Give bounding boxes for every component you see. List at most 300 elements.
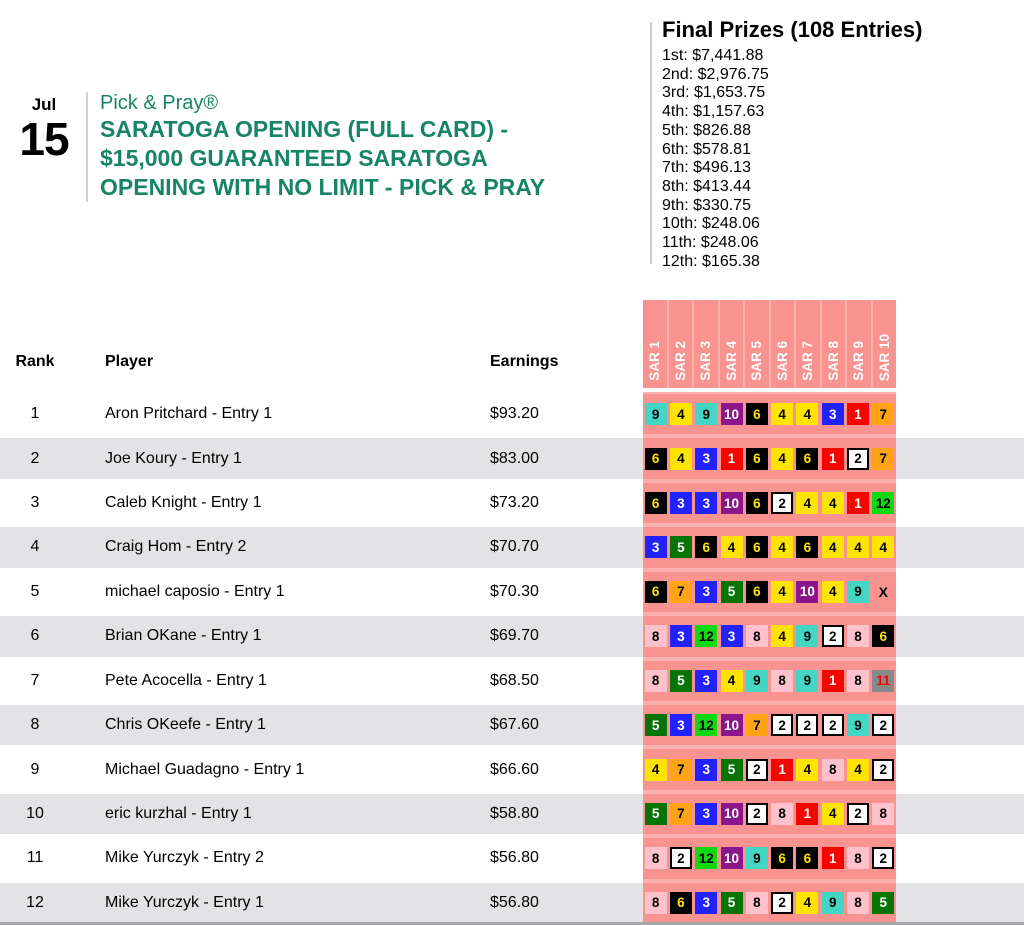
pick-slot: [845, 881, 870, 925]
race-column-label: SAR 8: [825, 341, 841, 381]
race-column-label: SAR 3: [698, 341, 714, 381]
pick-slot: [820, 659, 845, 703]
picks-row: [643, 614, 896, 658]
pick-slot: [643, 481, 668, 525]
prize-line: 3rd: $1,653.75: [662, 84, 766, 102]
player-cell: Pete Acocella - Entry 1: [105, 671, 267, 689]
pick-slot: [845, 703, 870, 747]
pick-cell: 4: [771, 448, 793, 470]
player-cell: Aron Pritchard - Entry 1: [105, 405, 273, 423]
pick-slot: [871, 570, 896, 614]
table-row: [0, 659, 1024, 703]
race-column-header-3: [694, 300, 720, 388]
table-row: [0, 614, 1024, 658]
pick-cell: 4: [872, 536, 894, 558]
event-title-line: OPENING WITH NO LIMIT - PICK & PRAY: [100, 174, 546, 200]
pick-slot: [668, 392, 693, 436]
race-column-label: SAR 6: [774, 341, 790, 381]
pick-slot: [694, 481, 719, 525]
picks-row: [643, 836, 896, 880]
picks-row: [643, 525, 896, 569]
race-column-header-7: [796, 300, 822, 388]
pick-cell: 2: [872, 759, 894, 781]
pick-cell: 8: [847, 670, 869, 692]
pick-cell: 9: [822, 892, 844, 914]
pick-cell: 4: [847, 759, 869, 781]
pick-cell: 2: [746, 803, 768, 825]
rank-cell: 7: [30, 671, 40, 689]
pick-cell: 8: [771, 670, 793, 692]
pick-cell: 4: [771, 625, 793, 647]
final-prizes-list: [662, 47, 1017, 271]
pick-cell: 2: [746, 759, 768, 781]
pick-cell: 4: [721, 536, 743, 558]
pick-slot: [744, 570, 769, 614]
prize-line: 4th: $1,157.63: [662, 103, 765, 121]
earnings-cell: $66.60: [490, 760, 539, 778]
race-column-label: SAR 5: [749, 341, 765, 381]
pick-slot: [643, 614, 668, 658]
pick-cell: 5: [670, 670, 692, 692]
pick-cell: 3: [670, 625, 692, 647]
pick-slot: [871, 836, 896, 880]
event-title: [100, 115, 645, 202]
earnings-cell: $70.70: [490, 538, 539, 556]
pick-cell: 6: [796, 448, 818, 470]
pick-cell: 1: [822, 448, 844, 470]
pick-cell: 9: [695, 403, 717, 425]
pick-slot: [719, 836, 744, 880]
pick-slot: [795, 836, 820, 880]
pick-cell: 7: [670, 759, 692, 781]
pick-slot: [845, 570, 870, 614]
player-cell: Michael Guadagno - Entry 1: [105, 760, 305, 778]
pick-cell: 11: [872, 670, 894, 692]
pick-slot: [871, 659, 896, 703]
pick-slot: [871, 392, 896, 436]
pick-slot: [668, 570, 693, 614]
player-cell: michael caposio - Entry 1: [105, 582, 285, 600]
pick-cell: 4: [670, 448, 692, 470]
earnings-cell: $83.00: [490, 449, 539, 467]
pick-slot: [668, 436, 693, 480]
race-column-header-5: [745, 300, 771, 388]
pick-slot: [769, 659, 794, 703]
pick-slot: [694, 792, 719, 836]
pick-cell: 10: [721, 492, 743, 514]
pick-slot: [643, 436, 668, 480]
pick-slot: [795, 392, 820, 436]
pick-cell: 2: [847, 803, 869, 825]
pick-cell: 4: [796, 492, 818, 514]
event-title-line: SARATOGA OPENING (FULL CARD) -: [100, 116, 509, 142]
pick-slot: [719, 436, 744, 480]
pick-cell: 12: [695, 714, 717, 736]
pick-cell: 5: [645, 803, 667, 825]
pick-cell: 4: [796, 759, 818, 781]
player-column-header: Player: [105, 353, 154, 370]
pick-slot: [845, 481, 870, 525]
pick-slot: [694, 614, 719, 658]
race-column-label: SAR 10: [876, 333, 892, 381]
event-date-day: 15: [19, 113, 69, 165]
pick-cell: 6: [695, 536, 717, 558]
race-column-label: SAR 2: [672, 341, 688, 381]
pick-slot: [871, 792, 896, 836]
prize-line: 11th: $248.06: [662, 234, 759, 252]
pick-cell: 2: [771, 492, 793, 514]
pick-slot: [820, 881, 845, 925]
pick-slot: [719, 481, 744, 525]
pick-cell: 7: [872, 403, 894, 425]
pick-slot: [694, 881, 719, 925]
pick-slot: [668, 881, 693, 925]
pick-cell: 8: [645, 625, 667, 647]
prize-line: 9th: $330.75: [662, 196, 751, 214]
earnings-column-header: Earnings: [490, 353, 559, 370]
race-column-label: SAR 4: [723, 341, 739, 381]
pick-slot: [845, 614, 870, 658]
pick-slot: [668, 703, 693, 747]
pick-slot: [820, 747, 845, 791]
pick-slot: [643, 792, 668, 836]
pick-slot: [820, 614, 845, 658]
pick-cell: 10: [721, 847, 743, 869]
rank-cell: 2: [30, 449, 40, 467]
pick-cell: 3: [695, 492, 717, 514]
pick-cell: 7: [746, 714, 768, 736]
prize-line: 12th: $165.38: [662, 252, 760, 270]
table-row: [0, 525, 1024, 569]
pick-cell: 10: [721, 803, 743, 825]
pick-slot: [769, 392, 794, 436]
pick-slot: [820, 792, 845, 836]
earnings-cell: $56.80: [490, 849, 539, 867]
table-row: [0, 392, 1024, 436]
pick-cell: 9: [847, 581, 869, 603]
pick-slot: [643, 570, 668, 614]
pick-cell: 2: [771, 714, 793, 736]
pick-slot: [795, 436, 820, 480]
pick-cell: 8: [746, 892, 768, 914]
pick-cell: 3: [670, 714, 692, 736]
pick-cell: 2: [822, 714, 844, 736]
pick-slot: [719, 659, 744, 703]
pick-cell: 3: [695, 892, 717, 914]
pick-slot: [694, 570, 719, 614]
pick-slot: [820, 836, 845, 880]
picks-row: [643, 747, 896, 791]
table-row: [0, 436, 1024, 480]
pick-slot: [668, 747, 693, 791]
pick-cell: 6: [645, 448, 667, 470]
race-column-label: SAR 9: [851, 341, 867, 381]
pick-slot: [694, 747, 719, 791]
pick-slot: [719, 570, 744, 614]
rank-cell: 5: [30, 582, 40, 600]
event-subtitle: Pick & Pray®: [100, 92, 219, 114]
pick-cell: 1: [771, 759, 793, 781]
race-column-label: SAR 1: [647, 341, 663, 381]
pick-slot: [769, 792, 794, 836]
pick-slot: [744, 792, 769, 836]
earnings-cell: $93.20: [490, 405, 539, 423]
pick-cell: 8: [847, 892, 869, 914]
player-cell: Caleb Knight - Entry 1: [105, 494, 262, 512]
pick-cell: 3: [695, 670, 717, 692]
pick-slot: [795, 659, 820, 703]
pick-cell: 4: [822, 536, 844, 558]
pick-cell: 10: [721, 403, 743, 425]
rank-cell: 1: [30, 405, 40, 423]
pick-slot: [845, 659, 870, 703]
earnings-cell: $56.80: [490, 893, 539, 911]
pick-cell: 3: [695, 581, 717, 603]
rank-cell: 12: [26, 893, 44, 911]
prize-line: 6th: $578.81: [662, 140, 751, 158]
pick-slot: [744, 881, 769, 925]
pick-cell: 6: [771, 847, 793, 869]
pick-cell: 9: [796, 670, 818, 692]
pick-slot: [719, 881, 744, 925]
pick-cell: 1: [847, 403, 869, 425]
prize-line: 1st: $7,441.88: [662, 47, 764, 64]
pick-cell: 8: [645, 670, 667, 692]
pick-slot: [719, 614, 744, 658]
pick-cell: 6: [746, 492, 768, 514]
pick-cell: 4: [822, 803, 844, 825]
pick-slot: [871, 881, 896, 925]
final-prizes-title: Final Prizes (108 Entries): [662, 17, 923, 42]
pick-slot: [769, 881, 794, 925]
player-cell: Craig Hom - Entry 2: [105, 538, 247, 556]
pick-slot: [795, 747, 820, 791]
pick-slot: [769, 436, 794, 480]
pick-cell: 9: [645, 403, 667, 425]
pick-cell: 3: [645, 536, 667, 558]
pick-slot: [769, 570, 794, 614]
prize-line: 7th: $496.13: [662, 159, 751, 177]
pick-slot: [668, 525, 693, 569]
pick-cell: 4: [847, 536, 869, 558]
pick-slot: [845, 392, 870, 436]
pick-slot: [719, 747, 744, 791]
pick-cell: 4: [796, 892, 818, 914]
pick-cell: 5: [670, 536, 692, 558]
player-cell: eric kurzhal - Entry 1: [105, 804, 252, 822]
race-column-label: SAR 7: [800, 341, 816, 381]
event-title-line: $15,000 GUARANTEED SARATOGA: [100, 145, 488, 171]
pick-cell: 2: [847, 448, 869, 470]
pick-cell: 6: [670, 892, 692, 914]
date-divider: [86, 92, 88, 202]
pick-cell: 6: [645, 492, 667, 514]
pick-slot: [694, 703, 719, 747]
leaderboard-body: [0, 392, 1024, 925]
rank-cell: 9: [30, 760, 40, 778]
player-cell: Mike Yurczyk - Entry 1: [105, 893, 264, 911]
pick-cell: 9: [847, 714, 869, 736]
pick-slot: [719, 392, 744, 436]
event-date-month: Jul: [31, 95, 57, 114]
pick-cell: 8: [872, 803, 894, 825]
pick-slot: [643, 881, 668, 925]
pick-cell: 12: [872, 492, 894, 514]
pick-cell: 4: [796, 403, 818, 425]
pick-slot: [795, 570, 820, 614]
prize-line: 8th: $413.44: [662, 177, 751, 195]
pick-slot: [643, 747, 668, 791]
pick-slot: [643, 836, 668, 880]
pick-cell: 5: [721, 892, 743, 914]
pick-cell: 12: [695, 625, 717, 647]
race-column-header-2: [669, 300, 695, 388]
pick-cell: 8: [645, 892, 667, 914]
earnings-cell: $70.30: [490, 582, 539, 600]
pick-cell: 5: [721, 581, 743, 603]
rank-cell: 6: [30, 627, 40, 645]
earnings-cell: $73.20: [490, 494, 539, 512]
pick-cell: 9: [746, 670, 768, 692]
pick-slot: [744, 436, 769, 480]
picks-row: [643, 481, 896, 525]
pick-slot: [795, 525, 820, 569]
player-cell: Chris OKeefe - Entry 1: [105, 716, 266, 734]
pick-cell: 4: [721, 670, 743, 692]
player-cell: Mike Yurczyk - Entry 2: [105, 849, 264, 867]
pick-slot: [845, 836, 870, 880]
rank-cell: 8: [30, 716, 40, 734]
pick-cell: 3: [695, 448, 717, 470]
pick-cell: 1: [721, 448, 743, 470]
scratched-pick: X: [878, 583, 888, 600]
event-date: [8, 95, 80, 163]
pick-slot: [769, 836, 794, 880]
rank-cell: 3: [30, 494, 40, 512]
pick-cell: 3: [822, 403, 844, 425]
rank-column-header: Rank: [15, 353, 55, 370]
table-row: [0, 703, 1024, 747]
pick-slot: [643, 659, 668, 703]
pick-slot: [871, 747, 896, 791]
player-cell: Brian OKane - Entry 1: [105, 627, 262, 645]
pick-slot: [845, 525, 870, 569]
pick-cell: 2: [771, 892, 793, 914]
picks-row: [643, 436, 896, 480]
pick-cell: 4: [822, 581, 844, 603]
pick-slot: [744, 614, 769, 658]
race-column-header-6: [771, 300, 797, 388]
pick-cell: 10: [721, 714, 743, 736]
pick-cell: 4: [771, 581, 793, 603]
table-row: [0, 792, 1024, 836]
prizes-divider: [650, 22, 652, 264]
pick-cell: 8: [645, 847, 667, 869]
rank-cell: 10: [26, 804, 44, 822]
race-column-header-1: [643, 300, 669, 388]
pick-slot: [694, 836, 719, 880]
pick-cell: 6: [746, 448, 768, 470]
pick-slot: [668, 481, 693, 525]
pick-cell: 6: [796, 536, 818, 558]
pick-slot: [795, 703, 820, 747]
pick-cell: 6: [796, 847, 818, 869]
final-prizes-panel: [662, 17, 1017, 271]
pick-cell: 3: [695, 803, 717, 825]
pick-cell: 2: [796, 714, 818, 736]
race-column-header-10: [873, 300, 897, 388]
event-header: [100, 91, 645, 202]
pick-cell: 5: [645, 714, 667, 736]
pick-slot: [744, 747, 769, 791]
rank-cell: 4: [30, 538, 40, 556]
pick-cell: 4: [771, 536, 793, 558]
pick-slot: [769, 525, 794, 569]
pick-slot: [643, 525, 668, 569]
pick-cell: 1: [822, 847, 844, 869]
pick-slot: [744, 392, 769, 436]
pick-slot: [643, 392, 668, 436]
pick-slot: [719, 703, 744, 747]
table-row: [0, 570, 1024, 614]
pick-slot: [694, 436, 719, 480]
pick-cell: 5: [872, 892, 894, 914]
pick-cell: 5: [721, 759, 743, 781]
pick-slot: [643, 703, 668, 747]
table-row: [0, 881, 1024, 925]
pick-cell: 4: [645, 759, 667, 781]
pick-cell: 2: [822, 625, 844, 647]
pick-slot: [719, 525, 744, 569]
pick-slot: [871, 614, 896, 658]
pick-cell: 1: [796, 803, 818, 825]
prize-line: 2nd: $2,976.75: [662, 65, 769, 83]
pick-slot: [668, 659, 693, 703]
table-row: [0, 747, 1024, 791]
table-row: [0, 836, 1024, 880]
picks-row: [643, 392, 896, 436]
pick-slot: [820, 525, 845, 569]
pick-slot: [744, 659, 769, 703]
pick-cell: 3: [695, 759, 717, 781]
pick-cell: 12: [695, 847, 717, 869]
pick-cell: 8: [746, 625, 768, 647]
pick-cell: 4: [670, 403, 692, 425]
pick-slot: [769, 614, 794, 658]
picks-row: [643, 703, 896, 747]
pick-slot: [668, 836, 693, 880]
pick-cell: 4: [771, 403, 793, 425]
earnings-cell: $58.80: [490, 804, 539, 822]
pick-slot: [871, 436, 896, 480]
pick-cell: 2: [670, 847, 692, 869]
pick-slot: [820, 481, 845, 525]
race-column-header-9: [847, 300, 873, 388]
pick-cell: 4: [822, 492, 844, 514]
pick-slot: [845, 792, 870, 836]
pick-slot: [795, 881, 820, 925]
pick-cell: 8: [847, 847, 869, 869]
pick-cell: 6: [746, 536, 768, 558]
pick-cell: 2: [872, 847, 894, 869]
pick-slot: [845, 747, 870, 791]
pick-slot: [694, 659, 719, 703]
pick-slot: [820, 570, 845, 614]
pick-slot: [694, 392, 719, 436]
pick-slot: [744, 703, 769, 747]
prize-line: 10th: $248.06: [662, 215, 760, 233]
pick-slot: [845, 436, 870, 480]
